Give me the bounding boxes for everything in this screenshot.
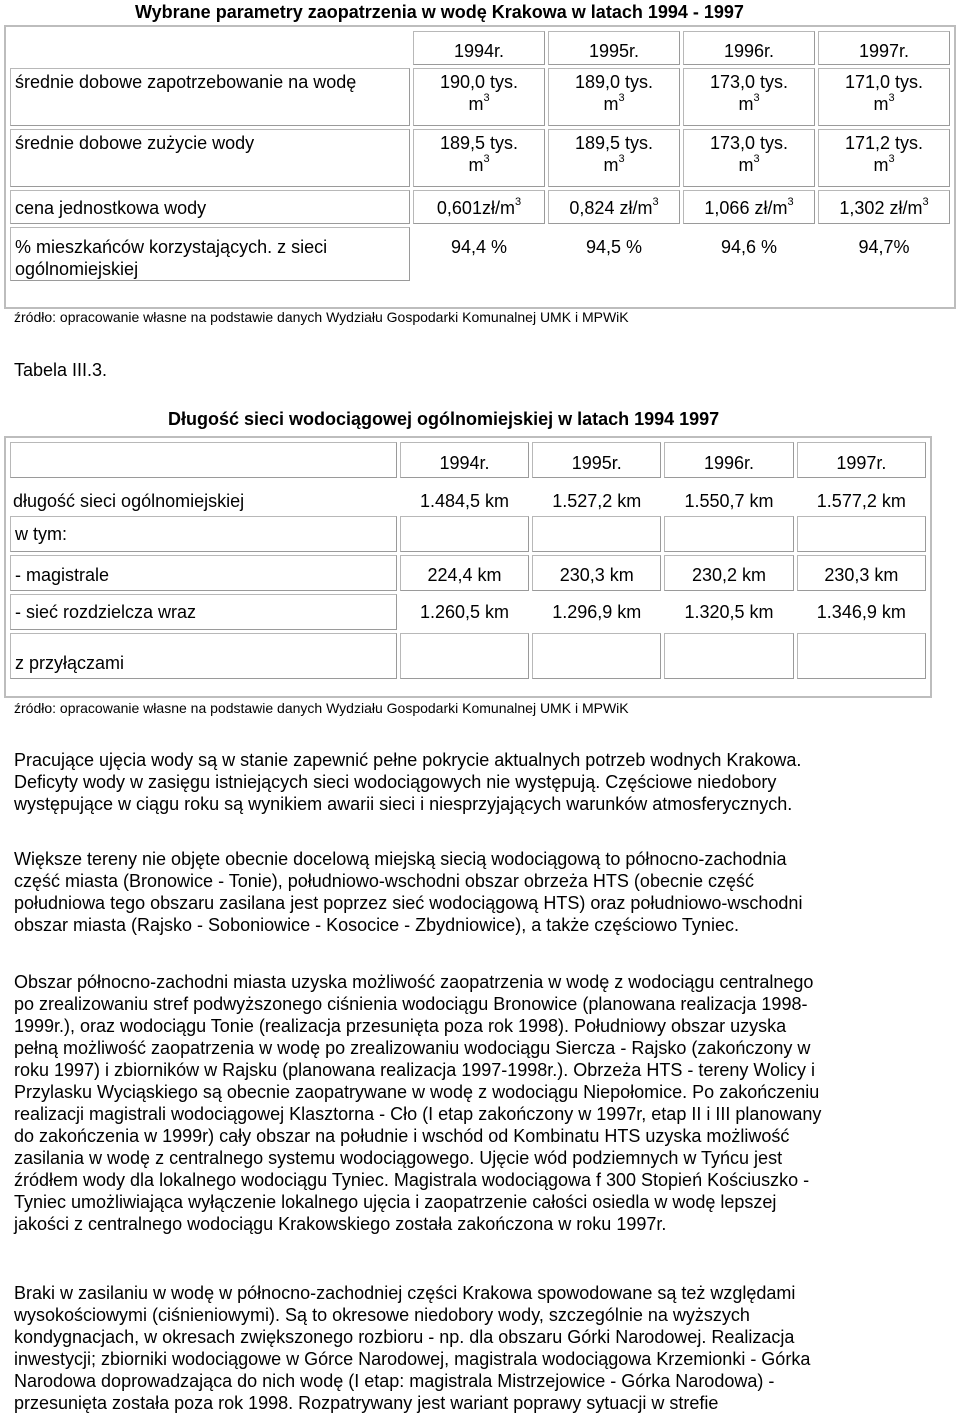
unit-sup: 3 [514,196,522,208]
cell [818,190,950,224]
unit-sup: 3 [618,92,625,104]
table-row [10,594,926,630]
unit: m [603,155,619,175]
cell [818,129,950,187]
unit: m [468,94,484,114]
table-row [10,555,926,591]
row-label: % mieszkańców korzystających. z sieci ogólnomiejskiej [10,227,410,281]
table1-header: 1995r. [548,31,680,65]
cell-value: 1.320,5 km [684,602,774,622]
table2 [7,439,929,682]
text-line: inwestycji; zbiorniki wodociągowe w Górce Narodowej, magistrala wodociągowa Krzemionki - Górka [14,1349,811,1369]
table1-source: źródło: opracowanie własne na podstawie danych Wydziału Gospodarki Komunalnej UMK i MPWiK [14,309,629,325]
unit: m [738,94,754,114]
text-line: Narodowa doprowadzająca do nich wodę (I etap: magistrala Mistrzejowice - Górka Narodowa) - [14,1371,775,1391]
row-label: - magistrale [10,555,397,591]
cell-value: 1.296,9 km [552,602,642,622]
text-line: po zrealizowaniu stref podwyższonego ciśnienia wodociągu Bronowice (planowana realizacja 1998- [14,994,808,1014]
unit: m [468,155,484,175]
table-row [10,227,950,281]
cell [683,190,815,224]
cell-value: 230,3 km [797,555,926,591]
text-line: realizacji magistrali wodociągowej Klasztorna - Cło (I etap zakończony w 1997r, etap II i III planowany [14,1104,822,1124]
text-line: Braki w zasilaniu w wodę w północno-zachodniej części Krakowa spowodowane są też względami [14,1283,796,1303]
cell-value: 1,066 zł/m [704,198,788,218]
text-line: Pracujące ujęcia wody są w stanie zapewnić pełne pokrycie aktualnych potrzeb wodnych Krakowa. [14,750,802,770]
text-line: kondygnacjach, w okresach zwiększonego rozbioru - np. dla obszaru Górki Narodowej. Realizacja [14,1327,795,1347]
cell [548,190,680,224]
text-line: południowa tego obszaru zasilana jest poprzez sieć wodociągową HTS) oraz południowo-wschodni [14,893,803,913]
cell [548,68,680,126]
text-line: występujące w ciągu roku są wynikiem awarii sieci i niesprzyjających warunków atmosferycznych. [14,794,793,814]
text-line: Przylasku Wyciąskiego są obecnie zaopatrywane w wodę z wodociągu Niepołomice. Po zakończeniu [14,1082,820,1102]
table2-header-row [10,442,926,478]
cell-value: 171,2 tys. [844,133,924,153]
text-line: Większe tereny nie objęte obecnie docelową miejską siecią wodociągową to północno-zachodnia [14,849,787,869]
text-line: 1999r.), oraz wodociągu Tonie (realizacja przesunięta poza rok 1998). Południowy obszar uzyska [14,1016,787,1036]
table-row [10,129,950,187]
row-label: w tym: [10,516,397,552]
unit-sup: 3 [753,153,760,165]
cell [548,129,680,187]
unit-sup: 3 [483,153,490,165]
table-row [10,68,950,126]
cell-value: 1.527,2 km [552,491,642,511]
table2-corner [10,442,397,478]
cell-value: 1.484,5 km [419,491,510,511]
table2-header: 1995r. [532,442,661,478]
text-line: część miasta (Bronowice - Tonie), południowo-wschodni obszar obrzeża HTS (obecnie część [14,871,754,891]
cell-value: 173,0 tys. [709,72,789,92]
unit: m [873,155,889,175]
text-line: pełną możliwość zaopatrzenia w wodę po zrealizowaniu wodociągu Siercza - Rajsko (zakończony w [14,1038,811,1058]
table1-corner [10,31,410,65]
unit: m [873,94,889,114]
cell-value: 94,7% [858,237,910,257]
row-label: średnie dobowe zużycie wody [10,129,410,187]
text-line: przesunięta została poza rok 1998. Rozpatrywany jest wariant poprawy sytuacji w strefie [14,1393,719,1413]
cell-value [400,633,529,679]
table2-header: 1996r. [664,442,793,478]
table-row [10,516,926,552]
cell-value [532,633,661,679]
cell [683,68,815,126]
cell-value [400,516,529,552]
cell [413,190,545,224]
text-line: zasilania w wodę z centralnego systemu wodociągowego. Ujęcie wód podziemnych w Tyńcu jest [14,1148,783,1168]
text-line: wysokościowymi (ciśnieniowymi). Są to okresowe niedobory wody, szczególnie na wyższych [14,1305,750,1325]
table1-header-row [10,31,950,65]
cell-value: 189,5 tys. [574,133,654,153]
cell-value: 1.260,5 km [419,602,510,622]
table2-source: źródło: opracowanie własne na podstawie danych Wydziału Gospodarki Komunalnej UMK i MPWiK [14,700,629,716]
row-label: - sieć rozdzielcza wraz [10,594,397,630]
row-label: z przyłączami [10,633,397,679]
table1 [7,28,953,284]
unit: m [738,155,754,175]
text-line: Deficyty wody w zasięgu istniejących sieci wodociągowych nie występują. Częściowe niedobory [14,772,777,792]
row-label: cena jednostkowa wody [10,190,410,224]
table1-header: 1994r. [413,31,545,65]
paragraph-1 [14,749,924,815]
unit-sup: 3 [618,153,625,165]
table-row [10,190,950,224]
cell-value [797,516,926,552]
cell-value: 224,4 km [400,555,529,591]
text-line: źródłem wody dla lokalnego wodociągu Tyniec. Magistrala wodociągowa f 300 Stopień Kościuszko - [14,1170,810,1190]
cell-value: 189,0 tys. [574,72,654,92]
text-line: obszar miasta (Rajsko - Soboniowice - Kosocice - Zbydniowice), a także częściowo Tyniec. [14,915,739,935]
cell-value: 190,0 tys. [439,72,519,92]
unit-sup: 3 [652,196,659,208]
cell-value: 1.577,2 km [816,491,906,511]
table-row [10,481,926,513]
cell-value: 0,824 zł/m [569,198,653,218]
cell [683,129,815,187]
text-line: roku 1997) i zbiorników w Rajsku (planowana realizacja 1997-1998r.). Obrzeża HTS - tereny Wolicy i [14,1060,816,1080]
cell-value: 171,0 tys. [844,72,924,92]
paragraph-4 [14,1282,924,1414]
cell-value: 230,3 km [532,555,661,591]
table2-header: 1997r. [797,442,926,478]
unit-sup: 3 [787,196,794,208]
cell-value: 230,2 km [664,555,793,591]
cell-value: 1.550,7 km [684,491,774,511]
cell-value [664,516,793,552]
unit: m [603,94,619,114]
table1-header: 1996r. [683,31,815,65]
cell-value: 1,302 zł/m [839,198,923,218]
cell-value: 0,601zł/m [436,198,515,218]
cell-value [664,633,793,679]
cell-value: 94,4 % [450,237,508,257]
table-row [10,633,926,679]
cell-value: 189,5 tys. [439,133,519,153]
paragraph-3 [14,971,924,1235]
cell-value: 94,5 % [585,237,643,257]
cell [413,129,545,187]
table1-header: 1997r. [818,31,950,65]
table2-header: 1994r. [400,442,529,478]
cell-value [532,516,661,552]
paragraph-2 [14,848,924,936]
table1-title: Wybrane parametry zaopatrzenia w wodę Krakowa w latach 1994 - 1997 [135,2,744,22]
table-label: Tabela III.3. [14,360,108,380]
cell-value: 1.346,9 km [816,602,906,622]
cell [818,68,950,126]
cell-value: 173,0 tys. [709,133,789,153]
table2-title: Długość sieci wodociągowej ogólnomiejskiej w latach 1994 1997 [168,409,720,429]
row-label: średnie dobowe zapotrzebowanie na wodę [10,68,410,126]
unit-sup: 3 [888,153,895,165]
unit-sup: 3 [753,92,760,104]
text-line: jakości z centralnego wodociągu Krakowskiego została zakończona w roku 1997r. [14,1214,667,1234]
unit-sup: 3 [922,196,929,208]
cell-value [797,633,926,679]
unit-sup: 3 [888,92,895,104]
text-line: Tyniec umożliwiająca wyłączenie lokalnego ujęcia i zaopatrzenie całości osiedla w wodę lepszej [14,1192,777,1212]
unit-sup: 3 [483,92,490,104]
text-line: Obszar północno-zachodni miasta uzyska możliwość zaopatrzenia w wodę z wodociągu centralnego [14,972,814,992]
row-label: długość sieci ogólnomiejskiej [13,491,245,511]
cell-value: 94,6 % [720,237,778,257]
text-line: do zakończenia w 1999r) cały obszar na południe i wschód od Kombinatu HTS uzyska możliwość [14,1126,790,1146]
cell [413,68,545,126]
